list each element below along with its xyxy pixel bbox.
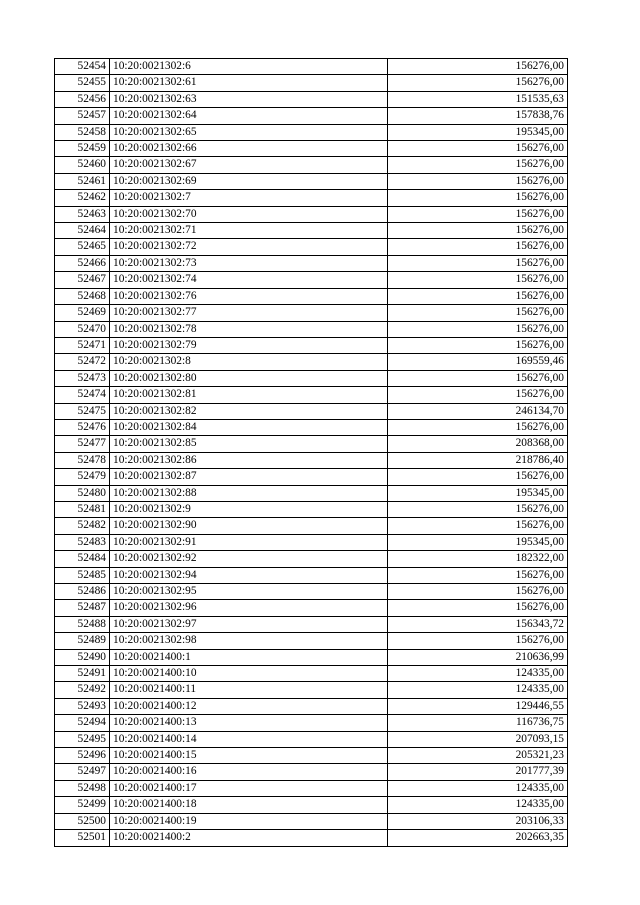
row-number-cell: 52486 [55,584,110,600]
table-row [55,288,568,304]
cadastral-value-cell: 156276,00 [388,321,568,337]
row-number-cell: 52477 [55,436,110,452]
cadastral-value-table [54,58,568,847]
cadastral-number-cell: 10:20:0021302:9 [110,501,388,517]
cadastral-number-cell: 10:20:0021302:79 [110,337,388,353]
cadastral-value-cell: 116736,75 [388,715,568,731]
cadastral-value-cell: 156276,00 [388,255,568,271]
cadastral-number-cell: 10:20:0021302:64 [110,108,388,124]
row-number-cell: 52496 [55,748,110,764]
table-row [55,682,568,698]
cadastral-number-cell: 10:20:0021400:17 [110,780,388,796]
cadastral-number-cell: 10:20:0021400:13 [110,715,388,731]
cadastral-number-cell: 10:20:0021302:65 [110,124,388,140]
row-number-cell: 52458 [55,124,110,140]
table-row [55,666,568,682]
cadastral-value-cell: 156276,00 [388,584,568,600]
table-row [55,551,568,567]
cadastral-value-cell: 205321,23 [388,748,568,764]
cadastral-number-cell: 10:20:0021400:14 [110,731,388,747]
cadastral-number-cell: 10:20:0021400:1 [110,649,388,665]
cadastral-value-cell: 156276,00 [388,157,568,173]
row-number-cell: 52460 [55,157,110,173]
cadastral-number-cell: 10:20:0021302:8 [110,354,388,370]
table-row [55,436,568,452]
cadastral-value-cell: 156276,00 [388,190,568,206]
row-number-cell: 52485 [55,567,110,583]
cadastral-number-cell: 10:20:0021302:61 [110,75,388,91]
table-row [55,452,568,468]
cadastral-number-cell: 10:20:0021400:11 [110,682,388,698]
cadastral-value-cell: 195345,00 [388,124,568,140]
cadastral-number-cell: 10:20:0021302:71 [110,223,388,239]
cadastral-value-cell: 156276,00 [388,567,568,583]
table-row [55,173,568,189]
row-number-cell: 52468 [55,288,110,304]
cadastral-value-cell: 246134,70 [388,403,568,419]
row-number-cell: 52481 [55,501,110,517]
cadastral-number-cell: 10:20:0021302:95 [110,584,388,600]
row-number-cell: 52472 [55,354,110,370]
cadastral-value-cell: 156276,00 [388,501,568,517]
table-row [55,337,568,353]
table-row [55,190,568,206]
row-number-cell: 52476 [55,419,110,435]
cadastral-value-cell: 124335,00 [388,666,568,682]
row-number-cell: 52461 [55,173,110,189]
cadastral-number-cell: 10:20:0021302:67 [110,157,388,173]
table-row [55,91,568,107]
cadastral-number-cell: 10:20:0021302:78 [110,321,388,337]
cadastral-number-cell: 10:20:0021302:74 [110,272,388,288]
cadastral-number-cell: 10:20:0021302:7 [110,190,388,206]
row-number-cell: 52463 [55,206,110,222]
cadastral-number-cell: 10:20:0021302:82 [110,403,388,419]
table-row [55,501,568,517]
cadastral-value-cell: 156276,00 [388,223,568,239]
cadastral-number-cell: 10:20:0021302:70 [110,206,388,222]
cadastral-number-cell: 10:20:0021302:87 [110,469,388,485]
row-number-cell: 52470 [55,321,110,337]
table-row [55,748,568,764]
cadastral-value-cell: 156276,00 [388,206,568,222]
cadastral-number-cell: 10:20:0021400:16 [110,764,388,780]
cadastral-number-cell: 10:20:0021302:80 [110,370,388,386]
table-row [55,75,568,91]
cadastral-number-cell: 10:20:0021302:81 [110,387,388,403]
row-number-cell: 52488 [55,616,110,632]
cadastral-number-cell: 10:20:0021302:86 [110,452,388,468]
row-number-cell: 52479 [55,469,110,485]
cadastral-value-cell: 156276,00 [388,633,568,649]
cadastral-value-cell: 156276,00 [388,305,568,321]
table-row [55,108,568,124]
cadastral-number-cell: 10:20:0021302:97 [110,616,388,632]
cadastral-value-cell: 195345,00 [388,485,568,501]
row-number-cell: 52454 [55,59,110,75]
cadastral-value-cell: 156276,00 [388,75,568,91]
table-row [55,600,568,616]
cadastral-value-cell: 156276,00 [388,337,568,353]
cadastral-number-cell: 10:20:0021302:98 [110,633,388,649]
table-row [55,830,568,846]
table-row [55,141,568,157]
table-row [55,633,568,649]
table-row [55,731,568,747]
table-row [55,715,568,731]
row-number-cell: 52495 [55,731,110,747]
cadastral-value-cell: 124335,00 [388,780,568,796]
cadastral-value-cell: 156276,00 [388,419,568,435]
cadastral-number-cell: 10:20:0021302:92 [110,551,388,567]
cadastral-number-cell: 10:20:0021400:19 [110,813,388,829]
cadastral-value-cell: 156276,00 [388,272,568,288]
cadastral-value-cell: 208368,00 [388,436,568,452]
cadastral-number-cell: 10:20:0021302:94 [110,567,388,583]
cadastral-value-cell: 157838,76 [388,108,568,124]
table-row [55,305,568,321]
cadastral-value-cell: 156276,00 [388,600,568,616]
table-row [55,698,568,714]
row-number-cell: 52462 [55,190,110,206]
table-body [55,59,568,847]
cadastral-number-cell: 10:20:0021400:12 [110,698,388,714]
table-row [55,813,568,829]
cadastral-value-cell: 218786,40 [388,452,568,468]
row-number-cell: 52456 [55,91,110,107]
cadastral-value-cell: 207093,15 [388,731,568,747]
cadastral-value-cell: 156276,00 [388,518,568,534]
table-row [55,534,568,550]
cadastral-number-cell: 10:20:0021302:6 [110,59,388,75]
row-number-cell: 52475 [55,403,110,419]
row-number-cell: 52501 [55,830,110,846]
table-row [55,157,568,173]
cadastral-value-cell: 124335,00 [388,797,568,813]
table-row [55,403,568,419]
table-row [55,255,568,271]
cadastral-number-cell: 10:20:0021302:73 [110,255,388,271]
cadastral-value-cell: 156276,00 [388,59,568,75]
cadastral-number-cell: 10:20:0021302:76 [110,288,388,304]
row-number-cell: 52465 [55,239,110,255]
table-row [55,321,568,337]
row-number-cell: 52494 [55,715,110,731]
cadastral-number-cell: 10:20:0021302:88 [110,485,388,501]
row-number-cell: 52489 [55,633,110,649]
cadastral-number-cell: 10:20:0021302:72 [110,239,388,255]
table-row [55,387,568,403]
table-row [55,567,568,583]
cadastral-value-cell: 124335,00 [388,682,568,698]
cadastral-value-cell: 203106,33 [388,813,568,829]
row-number-cell: 52484 [55,551,110,567]
table-row [55,223,568,239]
cadastral-value-cell: 156276,00 [388,469,568,485]
table-row [55,239,568,255]
row-number-cell: 52473 [55,370,110,386]
row-number-cell: 52466 [55,255,110,271]
row-number-cell: 52491 [55,666,110,682]
cadastral-number-cell: 10:20:0021302:96 [110,600,388,616]
row-number-cell: 52480 [55,485,110,501]
table-row [55,272,568,288]
row-number-cell: 52493 [55,698,110,714]
cadastral-number-cell: 10:20:0021302:69 [110,173,388,189]
table-row [55,616,568,632]
row-number-cell: 52469 [55,305,110,321]
cadastral-number-cell: 10:20:0021302:90 [110,518,388,534]
cadastral-value-cell: 156276,00 [388,239,568,255]
cadastral-number-cell: 10:20:0021302:66 [110,141,388,157]
cadastral-number-cell: 10:20:0021400:2 [110,830,388,846]
table-row [55,485,568,501]
cadastral-number-cell: 10:20:0021302:84 [110,419,388,435]
row-number-cell: 52471 [55,337,110,353]
cadastral-value-cell: 210636,99 [388,649,568,665]
row-number-cell: 52482 [55,518,110,534]
cadastral-value-cell: 156276,00 [388,370,568,386]
cadastral-value-cell: 151535,63 [388,91,568,107]
row-number-cell: 52467 [55,272,110,288]
cadastral-value-cell: 201777,39 [388,764,568,780]
cadastral-number-cell: 10:20:0021400:18 [110,797,388,813]
cadastral-value-cell: 156276,00 [388,387,568,403]
cadastral-number-cell: 10:20:0021400:15 [110,748,388,764]
cadastral-number-cell: 10:20:0021400:10 [110,666,388,682]
row-number-cell: 52497 [55,764,110,780]
cadastral-value-cell: 195345,00 [388,534,568,550]
table-row [55,780,568,796]
table-row [55,419,568,435]
row-number-cell: 52499 [55,797,110,813]
table-row [55,59,568,75]
row-number-cell: 52478 [55,452,110,468]
table-row [55,354,568,370]
table-row [55,518,568,534]
row-number-cell: 52483 [55,534,110,550]
cadastral-value-cell: 156276,00 [388,141,568,157]
table-row [55,469,568,485]
cadastral-number-cell: 10:20:0021302:63 [110,91,388,107]
table-row [55,584,568,600]
table-row [55,206,568,222]
row-number-cell: 52487 [55,600,110,616]
table-row [55,124,568,140]
row-number-cell: 52455 [55,75,110,91]
cadastral-value-cell: 156343,72 [388,616,568,632]
cadastral-value-cell: 169559,46 [388,354,568,370]
row-number-cell: 52464 [55,223,110,239]
cadastral-number-cell: 10:20:0021302:85 [110,436,388,452]
cadastral-number-cell: 10:20:0021302:91 [110,534,388,550]
cadastral-value-cell: 156276,00 [388,173,568,189]
cadastral-value-cell: 129446,55 [388,698,568,714]
row-number-cell: 52500 [55,813,110,829]
table-row [55,797,568,813]
row-number-cell: 52490 [55,649,110,665]
row-number-cell: 52457 [55,108,110,124]
table-row [55,370,568,386]
row-number-cell: 52492 [55,682,110,698]
cadastral-number-cell: 10:20:0021302:77 [110,305,388,321]
table-row [55,764,568,780]
table-row [55,649,568,665]
row-number-cell: 52474 [55,387,110,403]
row-number-cell: 52498 [55,780,110,796]
cadastral-value-cell: 156276,00 [388,288,568,304]
row-number-cell: 52459 [55,141,110,157]
cadastral-value-cell: 182322,00 [388,551,568,567]
cadastral-value-cell: 202663,35 [388,830,568,846]
